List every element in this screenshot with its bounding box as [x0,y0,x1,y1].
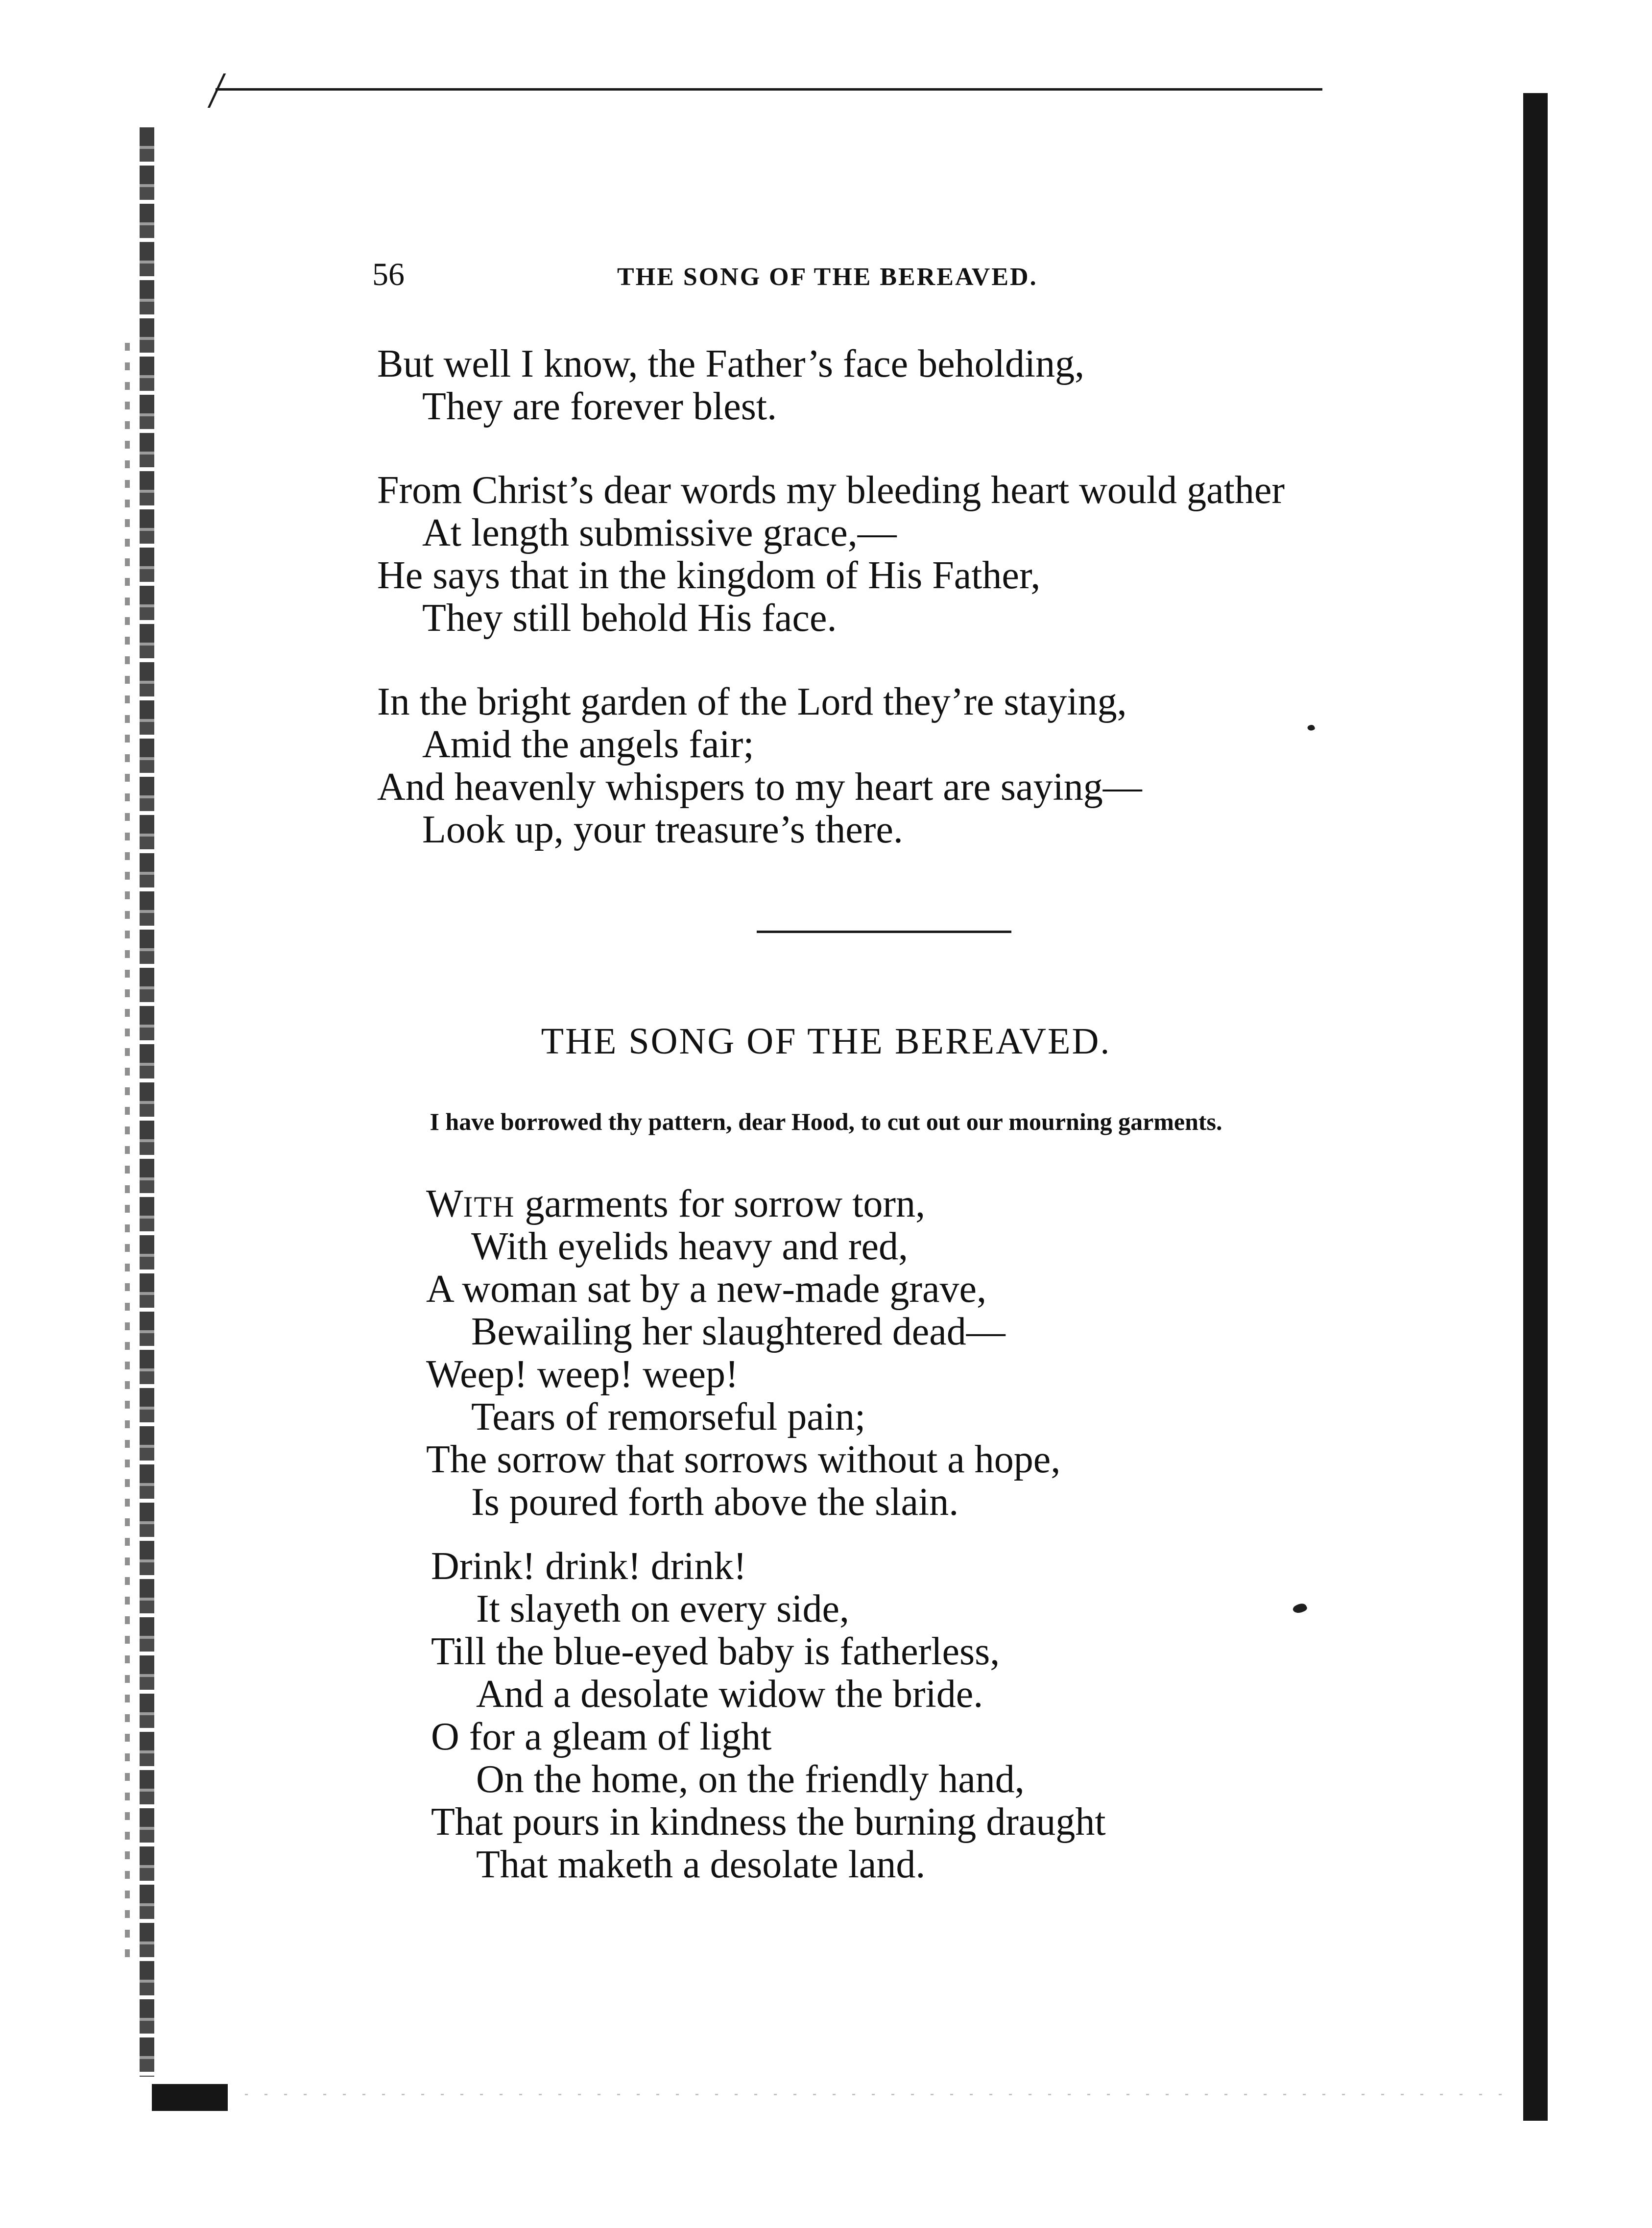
preceding-poem [377,343,1285,851]
verse-line: In the bright garden of the Lord they’re staying, [377,680,1127,723]
drop-word-rest: ITH [463,1191,515,1223]
scan-left-binding-edge [140,127,154,2077]
poem-stanza-2 [431,1545,1106,1886]
section-divider [757,931,1011,933]
verse-line: On the home, on the friendly hand, [476,1758,1025,1801]
verse-line: Drink! drink! drink! [431,1545,747,1588]
verse-line: Tears of remorseful pain; [471,1395,866,1438]
poem-title: THE SONG OF THE BEREAVED. [541,1021,1111,1062]
verse-line: At length submissive grace,— [422,511,897,554]
poem-epigraph: I have borrowed thy pattern, dear Hood, to cut out our mourning garments. [430,1108,1222,1135]
first-line-rest: garments for sorrow torn, [515,1182,926,1225]
ink-speck [1307,724,1316,732]
verse-line: But well I know, the Father’s face beholding, [377,342,1085,385]
page-number: 56 [372,257,405,292]
verse-line: That maketh a desolate land. [476,1843,926,1886]
verse-line: And a desolate widow the bride. [476,1673,983,1716]
verse-line: He says that in the kingdom of His Father, [377,554,1041,597]
verse-line: Bewailing her slaughtered dead— [471,1310,1006,1353]
verse-line: It slayeth on every side, [476,1587,849,1630]
running-title: THE SONG OF THE BEREAVED. [617,263,1038,291]
verse-line: With eyelids heavy and red, [471,1225,909,1268]
poem-stanza-1 [426,1183,1060,1524]
scan-top-rule [215,88,1322,91]
verse-line: A woman sat by a new-made grave, [426,1268,987,1311]
verse-line: Is poured forth above the slain. [471,1481,959,1524]
scan-bottom-block [152,2084,228,2111]
verse-line: They are forever blest. [422,385,777,428]
verse-line: From Christ’s dear words my bleeding heart would gather [377,469,1285,512]
verse-line: The sorrow that sorrows without a hope, [426,1438,1061,1481]
scan-left-shadow [125,343,130,1959]
verse-line [426,1183,1060,1225]
verse-line: That pours in kindness the burning draught [431,1800,1106,1844]
scan-corner-mark [208,73,256,108]
verse-line: O for a gleam of light [431,1715,772,1758]
verse-line: Till the blue-eyed baby is fatherless, [431,1630,1000,1673]
ink-speck [1292,1602,1308,1615]
scan-right-edge [1523,93,1548,2121]
verse-line: Look up, your treasure’s there. [422,808,903,851]
scan-bottom-noise [245,2094,1518,2095]
verse-line: Amid the angels fair; [422,723,754,766]
verse-line: And heavenly whispers to my heart are saying— [377,766,1142,809]
drop-word-initial: W [426,1182,463,1225]
verse-line: Weep! weep! weep! [426,1353,739,1396]
verse-line: They still behold His face. [422,597,837,640]
